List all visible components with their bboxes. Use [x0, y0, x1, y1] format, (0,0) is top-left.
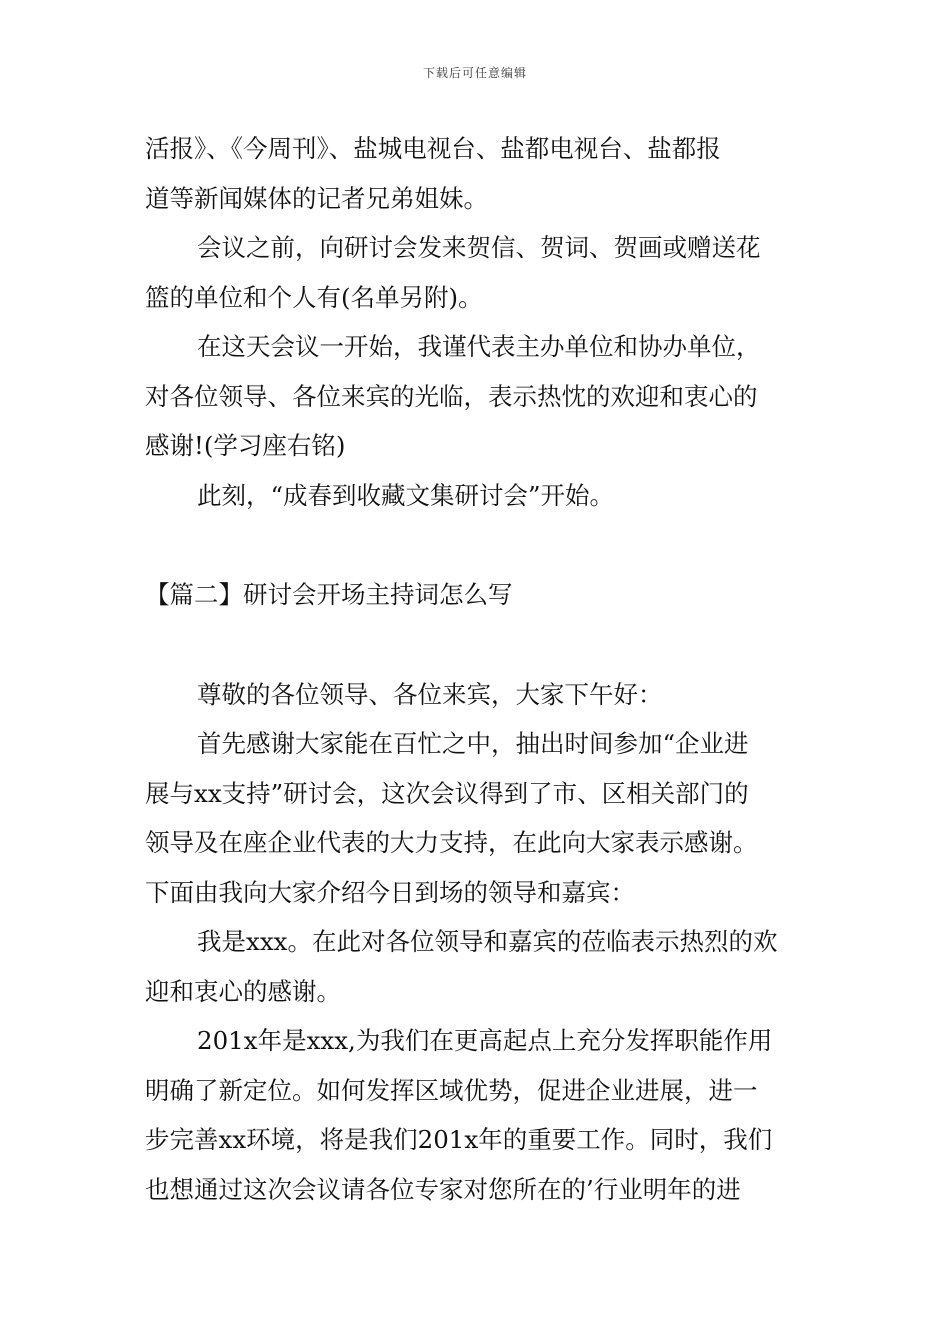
page-header: 下载后可任意编辑	[422, 66, 527, 80]
body-line: 道等新闻媒体的记者兄弟姐妹。	[145, 183, 488, 213]
body-line: 也想通过这次会议请各位专家对您所在的’行业明年的进	[145, 1174, 741, 1204]
document-body	[145, 124, 810, 1214]
body-line: 尊敬的各位领导、各位来宾，大家下午好：	[197, 679, 663, 709]
body-line: 展与xx支持”研讨会，这次会议得到了市、区相关部门的	[145, 778, 749, 808]
body-line: 迎和衷心的感谢。	[145, 976, 341, 1006]
body-line: 我是xxx。在此对各位领导和嘉宾的莅临表示热烈的欢	[197, 927, 778, 956]
body-line: 活报》、《今周刊》、盐城电视台、盐都电视台、盐都报	[145, 134, 721, 163]
body-line: 明确了新定位。如何发挥区域优势，促进企业进展，进一	[145, 1075, 758, 1105]
body-line: 篮的单位和个人有(名单另附)。	[145, 282, 483, 312]
body-line: 此刻，“成春到收藏文集研讨会”开始。	[197, 480, 615, 510]
body-line: 会议之前，向研讨会发来贺信、贺词、贺画或赠送花	[197, 233, 761, 262]
body-line: 感谢!(学习座右铭)	[145, 431, 346, 460]
body-line: 201x年是xxx,为我们在更高起点上充分发挥职能作用	[197, 1026, 773, 1055]
section-heading: 【篇二】研讨会开场主持词怎么写	[145, 580, 513, 609]
body-line: 领导及在座企业代表的大力支持，在此向大家表示感谢。	[145, 828, 758, 857]
body-line: 在这天会议一开始，我谨代表主办单位和协办单位，	[197, 332, 761, 361]
body-line: 对各位领导、各位来宾的光临，表示热忱的欢迎和衷心的	[145, 381, 758, 411]
body-line: 首先感谢大家能在百忙之中，抽出时间参加“企业进	[197, 729, 749, 758]
body-line: 步完善xx环境，将是我们201x年的重要工作。同时，我们	[145, 1125, 773, 1154]
body-line: 下面由我向大家介绍今日到场的领导和嘉宾：	[145, 877, 635, 907]
